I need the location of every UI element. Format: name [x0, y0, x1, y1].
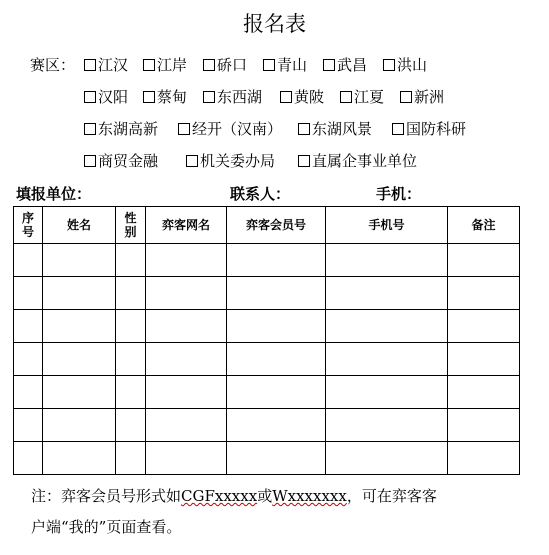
table-cell[interactable]: [43, 244, 116, 277]
checkbox-icon[interactable]: [203, 91, 215, 103]
district-option[interactable]: 青山: [263, 55, 307, 75]
table-cell[interactable]: [43, 376, 116, 409]
table-header-row: [14, 207, 520, 244]
checkbox-icon[interactable]: [263, 59, 275, 71]
note-line-2: 户端“我的”页面查看。: [31, 518, 182, 536]
table-cell[interactable]: [146, 277, 227, 310]
checkbox-icon[interactable]: [143, 91, 155, 103]
table-cell[interactable]: [448, 442, 520, 475]
district-option[interactable]: 东湖高新: [84, 119, 158, 139]
table-cell[interactable]: [43, 442, 116, 475]
table-cell[interactable]: [14, 244, 43, 277]
district-option[interactable]: 江夏: [340, 87, 384, 107]
table-cell[interactable]: [116, 442, 146, 475]
contact-label: 联系人：: [230, 185, 291, 203]
table-cell[interactable]: [116, 244, 146, 277]
district-option[interactable]: 洪山: [383, 55, 427, 75]
table-row: [14, 376, 520, 409]
table-cell[interactable]: [448, 409, 520, 442]
table-cell[interactable]: [326, 244, 448, 277]
district-option[interactable]: 国防科研: [392, 119, 466, 139]
table-cell[interactable]: [448, 244, 520, 277]
checkbox-icon[interactable]: [143, 59, 155, 71]
phone-label: 手机：: [376, 185, 422, 203]
checkbox-icon[interactable]: [84, 155, 96, 167]
registration-table: [13, 206, 520, 475]
district-option[interactable]: 商贸金融: [84, 151, 158, 171]
table-cell[interactable]: [326, 310, 448, 343]
table-cell[interactable]: [227, 310, 326, 343]
table-row: [14, 244, 520, 277]
table-row: [14, 310, 520, 343]
table-cell[interactable]: [14, 442, 43, 475]
district-label: 赛区：: [30, 56, 76, 74]
district-option[interactable]: 汉阳: [84, 87, 128, 107]
table-cell[interactable]: [448, 277, 520, 310]
table-cell[interactable]: [43, 310, 116, 343]
table-row: [14, 442, 520, 475]
header-cell: 姓名: [43, 207, 116, 244]
table-cell[interactable]: [116, 277, 146, 310]
form-title: 报名表: [243, 12, 306, 36]
table-cell[interactable]: [448, 376, 520, 409]
table-cell[interactable]: [146, 442, 227, 475]
table-row: [14, 343, 520, 376]
header-cell: 手机号: [326, 207, 448, 244]
table-cell[interactable]: [116, 409, 146, 442]
table-cell[interactable]: [116, 310, 146, 343]
checkbox-icon[interactable]: [298, 155, 310, 167]
table-cell[interactable]: [14, 343, 43, 376]
table-cell[interactable]: [43, 409, 116, 442]
table-cell[interactable]: [326, 343, 448, 376]
header-cell: 弈客会员号: [227, 207, 326, 244]
checkbox-icon[interactable]: [298, 123, 310, 135]
checkbox-icon[interactable]: [323, 59, 335, 71]
district-option[interactable]: 黄陂: [280, 87, 324, 107]
table-cell[interactable]: [227, 277, 326, 310]
table-cell[interactable]: [326, 376, 448, 409]
district-option[interactable]: 蔡甸: [143, 87, 187, 107]
header-cell: 性别: [116, 207, 146, 244]
table-cell[interactable]: [326, 442, 448, 475]
checkbox-icon[interactable]: [178, 123, 190, 135]
checkbox-icon[interactable]: [383, 59, 395, 71]
checkbox-icon[interactable]: [400, 91, 412, 103]
district-option[interactable]: 江岸: [143, 55, 187, 75]
table-row: [14, 409, 520, 442]
table-cell[interactable]: [116, 376, 146, 409]
table-cell[interactable]: [14, 409, 43, 442]
header-cell: 弈客网名: [146, 207, 227, 244]
table-cell[interactable]: [227, 442, 326, 475]
district-option[interactable]: 江汉: [84, 55, 128, 75]
district-option[interactable]: 武昌: [323, 55, 367, 75]
checkbox-icon[interactable]: [340, 91, 352, 103]
checkbox-icon[interactable]: [186, 155, 198, 167]
district-option[interactable]: 东湖风景: [298, 119, 372, 139]
table-cell[interactable]: [227, 376, 326, 409]
table-cell[interactable]: [146, 244, 227, 277]
table-cell[interactable]: [146, 409, 227, 442]
table-cell[interactable]: [14, 376, 43, 409]
table-cell[interactable]: [14, 277, 43, 310]
checkbox-icon[interactable]: [84, 91, 96, 103]
header-cell: 备注: [448, 207, 520, 244]
district-option[interactable]: 经开（汉南）: [178, 119, 282, 139]
checkbox-icon[interactable]: [392, 123, 404, 135]
district-option[interactable]: 机关委办局: [186, 151, 275, 171]
checkbox-icon[interactable]: [84, 123, 96, 135]
table-cell[interactable]: [43, 343, 116, 376]
district-option[interactable]: 东西湖: [203, 87, 262, 107]
unit-label: 填报单位：: [16, 185, 92, 203]
table-cell[interactable]: [14, 310, 43, 343]
checkbox-icon[interactable]: [84, 59, 96, 71]
table-cell[interactable]: [227, 343, 326, 376]
table-row: [14, 277, 520, 310]
district-option[interactable]: 硚口: [203, 55, 247, 75]
table-cell[interactable]: [43, 277, 116, 310]
table-body: [14, 244, 520, 475]
table-cell[interactable]: [116, 343, 146, 376]
table-cell[interactable]: [227, 409, 326, 442]
table-cell[interactable]: [326, 409, 448, 442]
district-option[interactable]: 新洲: [400, 87, 444, 107]
table-cell[interactable]: [227, 244, 326, 277]
table-cell[interactable]: [146, 310, 227, 343]
checkbox-icon[interactable]: [203, 59, 215, 71]
checkbox-icon[interactable]: [280, 91, 292, 103]
table-cell[interactable]: [326, 277, 448, 310]
note-line-1: 注：弈客会员号形式如CGFxxxxx或Wxxxxxxx，可在弈客客: [31, 487, 437, 505]
table-cell[interactable]: [448, 310, 520, 343]
district-option[interactable]: 直属企事业单位: [298, 151, 417, 171]
table-cell[interactable]: [146, 343, 227, 376]
header-cell: 序号: [14, 207, 43, 244]
table-cell[interactable]: [448, 343, 520, 376]
table-cell[interactable]: [146, 376, 227, 409]
